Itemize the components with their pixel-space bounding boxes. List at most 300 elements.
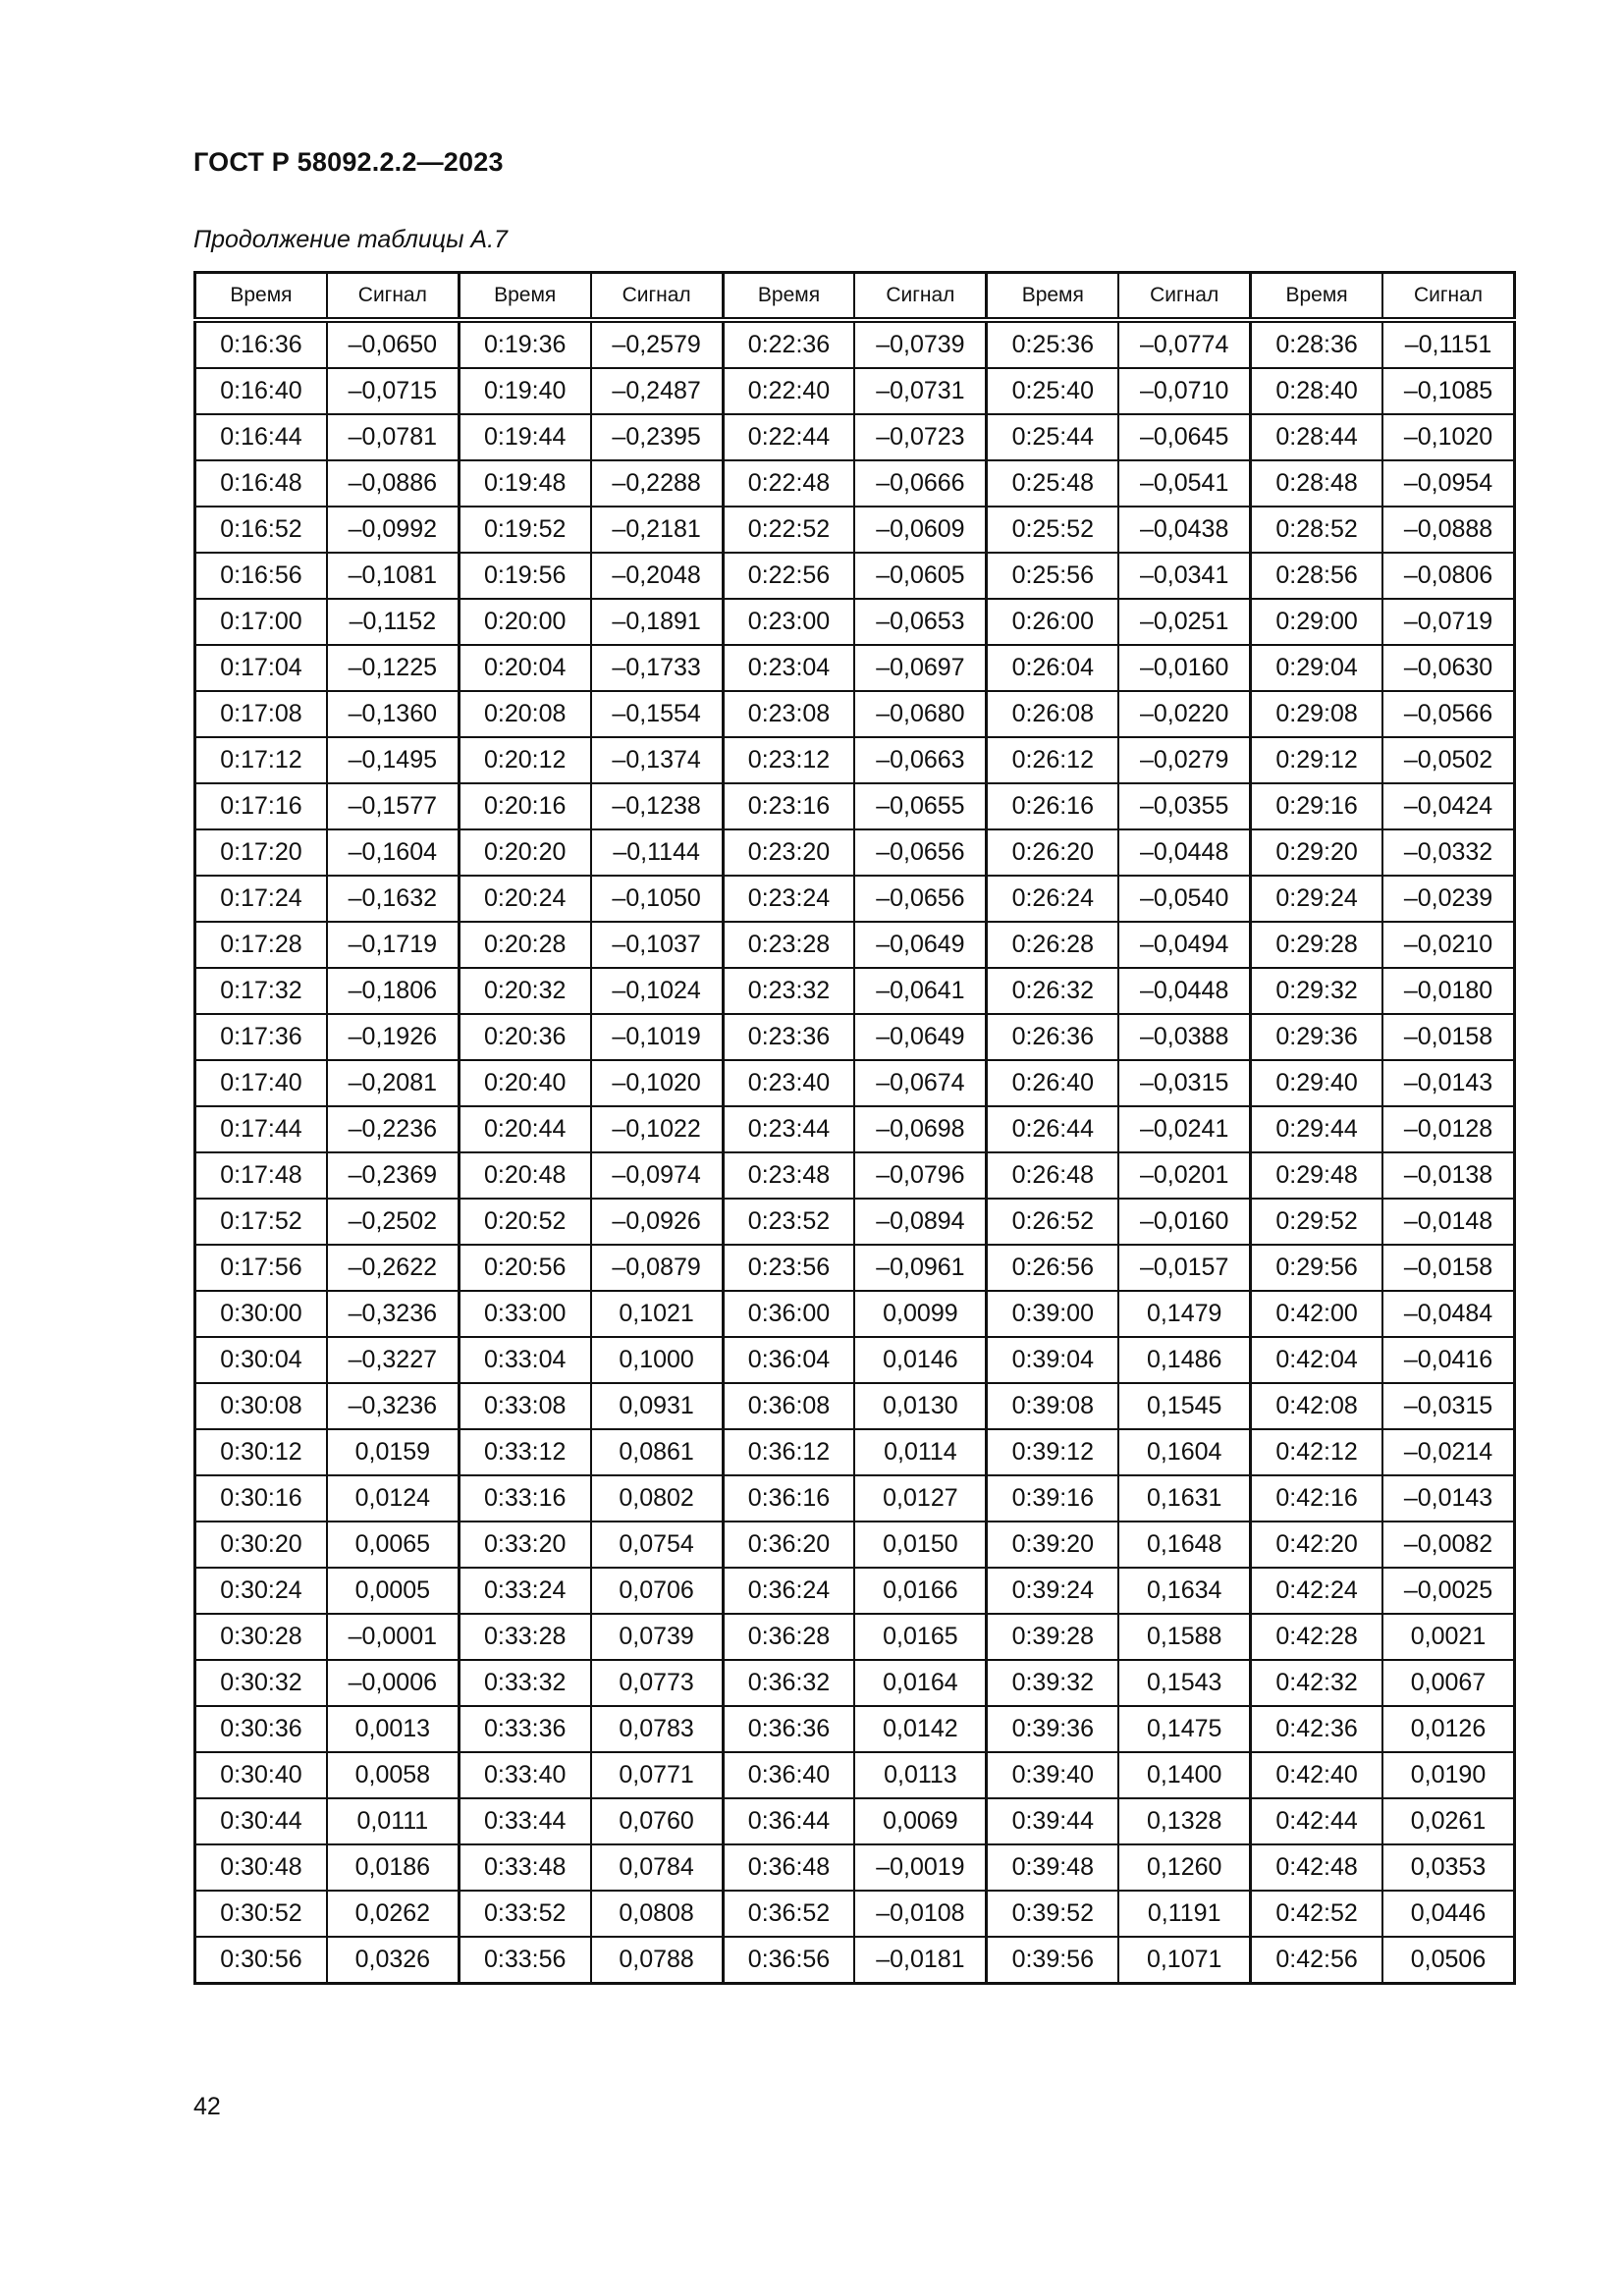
time-cell: 0:28:44 <box>1251 414 1382 460</box>
time-cell: 0:22:48 <box>723 460 854 507</box>
signal-cell: –0,0879 <box>591 1245 723 1291</box>
time-cell: 0:17:08 <box>195 691 327 737</box>
signal-cell: –0,0645 <box>1118 414 1250 460</box>
signal-cell: –0,1891 <box>591 599 723 645</box>
time-cell: 0:17:12 <box>195 737 327 783</box>
signal-cell: –0,0605 <box>854 553 986 599</box>
signal-cell: –0,0650 <box>327 320 459 368</box>
signal-cell: –0,1926 <box>327 1014 459 1060</box>
page-number: 42 <box>193 2093 221 2120</box>
table-row <box>195 1060 1515 1106</box>
time-cell: 0:26:56 <box>987 1245 1118 1291</box>
time-cell: 0:36:36 <box>723 1706 854 1752</box>
column-header-time: Время <box>987 273 1118 321</box>
signal-cell: –0,2369 <box>327 1152 459 1199</box>
signal-cell: 0,0069 <box>854 1798 986 1844</box>
signal-cell: –0,2622 <box>327 1245 459 1291</box>
time-cell: 0:16:56 <box>195 553 327 599</box>
time-cell: 0:29:24 <box>1251 876 1382 922</box>
table-row <box>195 876 1515 922</box>
time-cell: 0:22:56 <box>723 553 854 599</box>
time-cell: 0:30:56 <box>195 1937 327 1984</box>
time-cell: 0:33:08 <box>459 1383 590 1429</box>
time-cell: 0:25:44 <box>987 414 1118 460</box>
table-row <box>195 1014 1515 1060</box>
signal-cell: –0,2048 <box>591 553 723 599</box>
signal-cell: –0,1632 <box>327 876 459 922</box>
time-cell: 0:42:28 <box>1251 1614 1382 1660</box>
signal-cell: –0,2081 <box>327 1060 459 1106</box>
time-cell: 0:42:08 <box>1251 1383 1382 1429</box>
signal-cell: 0,1545 <box>1118 1383 1250 1429</box>
signal-cell: –0,0653 <box>854 599 986 645</box>
signal-cell: 0,0113 <box>854 1752 986 1798</box>
time-cell: 0:26:44 <box>987 1106 1118 1152</box>
time-cell: 0:33:04 <box>459 1337 590 1383</box>
time-cell: 0:33:36 <box>459 1706 590 1752</box>
time-cell: 0:17:00 <box>195 599 327 645</box>
signal-cell: –0,0006 <box>327 1660 459 1706</box>
column-header-signal: Сигнал <box>1382 273 1514 321</box>
time-cell: 0:28:36 <box>1251 320 1382 368</box>
signal-cell: –0,1238 <box>591 783 723 829</box>
time-cell: 0:30:08 <box>195 1383 327 1429</box>
time-cell: 0:39:32 <box>987 1660 1118 1706</box>
time-cell: 0:33:32 <box>459 1660 590 1706</box>
time-cell: 0:19:40 <box>459 368 590 414</box>
time-cell: 0:33:56 <box>459 1937 590 1984</box>
signal-cell: 0,0127 <box>854 1475 986 1522</box>
time-cell: 0:26:12 <box>987 737 1118 783</box>
time-cell: 0:29:56 <box>1251 1245 1382 1291</box>
signal-cell: –0,0697 <box>854 645 986 691</box>
header-row <box>195 273 1515 321</box>
signal-cell: 0,0150 <box>854 1522 986 1568</box>
time-cell: 0:42:00 <box>1251 1291 1382 1337</box>
signal-cell: –0,0160 <box>1118 645 1250 691</box>
signal-cell: –0,0143 <box>1382 1475 1514 1522</box>
signal-cell: –0,0630 <box>1382 645 1514 691</box>
signal-cell: 0,1260 <box>1118 1844 1250 1891</box>
signal-cell: –0,0719 <box>1382 599 1514 645</box>
signal-cell: –0,0388 <box>1118 1014 1250 1060</box>
time-cell: 0:17:20 <box>195 829 327 876</box>
time-cell: 0:23:56 <box>723 1245 854 1291</box>
time-cell: 0:36:08 <box>723 1383 854 1429</box>
table-row <box>195 1429 1515 1475</box>
table-row <box>195 414 1515 460</box>
signal-cell: –0,0710 <box>1118 368 1250 414</box>
signal-cell: 0,0706 <box>591 1568 723 1614</box>
signal-cell: 0,0146 <box>854 1337 986 1383</box>
signal-cell: –0,0806 <box>1382 553 1514 599</box>
signal-cell: 0,0166 <box>854 1568 986 1614</box>
signal-cell: 0,0159 <box>327 1429 459 1475</box>
time-cell: 0:25:36 <box>987 320 1118 368</box>
signal-cell: –0,0251 <box>1118 599 1250 645</box>
time-cell: 0:26:04 <box>987 645 1118 691</box>
signal-cell: –0,1144 <box>591 829 723 876</box>
time-cell: 0:33:24 <box>459 1568 590 1614</box>
time-cell: 0:26:32 <box>987 968 1118 1014</box>
time-cell: 0:36:32 <box>723 1660 854 1706</box>
signal-cell: 0,0754 <box>591 1522 723 1568</box>
signal-cell: –0,1374 <box>591 737 723 783</box>
time-cell: 0:17:28 <box>195 922 327 968</box>
time-cell: 0:26:52 <box>987 1199 1118 1245</box>
signal-cell: 0,0065 <box>327 1522 459 1568</box>
time-cell: 0:20:48 <box>459 1152 590 1199</box>
signal-cell: –0,0961 <box>854 1245 986 1291</box>
time-cell: 0:29:28 <box>1251 922 1382 968</box>
signal-cell: –0,3236 <box>327 1383 459 1429</box>
signal-cell: –0,0019 <box>854 1844 986 1891</box>
time-cell: 0:39:56 <box>987 1937 1118 1984</box>
signal-cell: 0,0773 <box>591 1660 723 1706</box>
time-cell: 0:39:20 <box>987 1522 1118 1568</box>
time-cell: 0:30:40 <box>195 1752 327 1798</box>
signal-cell: –0,0609 <box>854 507 986 553</box>
time-cell: 0:22:52 <box>723 507 854 553</box>
time-cell: 0:29:36 <box>1251 1014 1382 1060</box>
signal-cell: –0,1024 <box>591 968 723 1014</box>
time-cell: 0:39:40 <box>987 1752 1118 1798</box>
time-cell: 0:39:08 <box>987 1383 1118 1429</box>
time-cell: 0:39:28 <box>987 1614 1118 1660</box>
table-row <box>195 737 1515 783</box>
time-cell: 0:29:48 <box>1251 1152 1382 1199</box>
signal-cell: –0,0680 <box>854 691 986 737</box>
time-cell: 0:20:36 <box>459 1014 590 1060</box>
signal-cell: –0,0148 <box>1382 1199 1514 1245</box>
signal-cell: 0,0446 <box>1382 1891 1514 1937</box>
column-header-signal: Сигнал <box>854 273 986 321</box>
time-cell: 0:20:28 <box>459 922 590 968</box>
time-cell: 0:36:52 <box>723 1891 854 1937</box>
time-cell: 0:29:00 <box>1251 599 1382 645</box>
signal-cell: –0,1225 <box>327 645 459 691</box>
time-cell: 0:23:20 <box>723 829 854 876</box>
time-cell: 0:26:08 <box>987 691 1118 737</box>
signal-cell: –0,0241 <box>1118 1106 1250 1152</box>
signal-cell: 0,1328 <box>1118 1798 1250 1844</box>
signal-cell: –0,1577 <box>327 783 459 829</box>
signal-cell: –0,0723 <box>854 414 986 460</box>
time-cell: 0:36:28 <box>723 1614 854 1660</box>
time-cell: 0:30:36 <box>195 1706 327 1752</box>
time-cell: 0:25:56 <box>987 553 1118 599</box>
time-cell: 0:23:52 <box>723 1199 854 1245</box>
signal-cell: 0,0506 <box>1382 1937 1514 1984</box>
time-cell: 0:19:52 <box>459 507 590 553</box>
signal-cell: 0,0124 <box>327 1475 459 1522</box>
table-row <box>195 1891 1515 1937</box>
time-cell: 0:33:44 <box>459 1798 590 1844</box>
time-cell: 0:42:12 <box>1251 1429 1382 1475</box>
time-cell: 0:30:20 <box>195 1522 327 1568</box>
signal-cell: –0,2288 <box>591 460 723 507</box>
signal-cell: 0,0788 <box>591 1937 723 1984</box>
time-cell: 0:33:16 <box>459 1475 590 1522</box>
signal-cell: 0,1400 <box>1118 1752 1250 1798</box>
column-header-signal: Сигнал <box>591 273 723 321</box>
signal-cell: –0,2181 <box>591 507 723 553</box>
time-cell: 0:42:16 <box>1251 1475 1382 1522</box>
time-cell: 0:20:24 <box>459 876 590 922</box>
signal-cell: –0,0210 <box>1382 922 1514 968</box>
time-cell: 0:36:20 <box>723 1522 854 1568</box>
column-header-signal: Сигнал <box>327 273 459 321</box>
signal-cell: –0,0143 <box>1382 1060 1514 1106</box>
time-cell: 0:25:40 <box>987 368 1118 414</box>
signal-cell: –0,1152 <box>327 599 459 645</box>
signal-cell: 0,1486 <box>1118 1337 1250 1383</box>
time-cell: 0:17:36 <box>195 1014 327 1060</box>
time-cell: 0:17:44 <box>195 1106 327 1152</box>
signal-cell: –0,1604 <box>327 829 459 876</box>
signal-cell: –0,0494 <box>1118 922 1250 968</box>
signal-cell: –0,3236 <box>327 1291 459 1337</box>
time-cell: 0:26:24 <box>987 876 1118 922</box>
signal-cell: –0,0158 <box>1382 1245 1514 1291</box>
signal-cell: 0,1191 <box>1118 1891 1250 1937</box>
time-cell: 0:20:40 <box>459 1060 590 1106</box>
time-cell: 0:42:04 <box>1251 1337 1382 1383</box>
signal-cell: –0,0082 <box>1382 1522 1514 1568</box>
table-row <box>195 1152 1515 1199</box>
time-cell: 0:30:16 <box>195 1475 327 1522</box>
time-cell: 0:17:04 <box>195 645 327 691</box>
table-row <box>195 691 1515 737</box>
signal-cell: 0,1021 <box>591 1291 723 1337</box>
table-header <box>195 273 1515 321</box>
time-cell: 0:28:48 <box>1251 460 1382 507</box>
time-cell: 0:23:12 <box>723 737 854 783</box>
signal-cell: –0,0355 <box>1118 783 1250 829</box>
time-cell: 0:19:48 <box>459 460 590 507</box>
data-table <box>193 271 1516 1985</box>
time-cell: 0:23:16 <box>723 783 854 829</box>
time-cell: 0:19:44 <box>459 414 590 460</box>
signal-cell: 0,0130 <box>854 1383 986 1429</box>
table-row <box>195 460 1515 507</box>
time-cell: 0:19:56 <box>459 553 590 599</box>
time-cell: 0:30:48 <box>195 1844 327 1891</box>
time-cell: 0:20:32 <box>459 968 590 1014</box>
signal-cell: –0,0484 <box>1382 1291 1514 1337</box>
signal-cell: –0,0108 <box>854 1891 986 1937</box>
time-cell: 0:26:16 <box>987 783 1118 829</box>
time-cell: 0:20:08 <box>459 691 590 737</box>
signal-cell: –0,0502 <box>1382 737 1514 783</box>
signal-cell: 0,0142 <box>854 1706 986 1752</box>
signal-cell: –0,0181 <box>854 1937 986 1984</box>
time-cell: 0:29:20 <box>1251 829 1382 876</box>
column-header-time: Время <box>459 273 590 321</box>
signal-cell: –0,1719 <box>327 922 459 968</box>
time-cell: 0:30:24 <box>195 1568 327 1614</box>
time-cell: 0:26:48 <box>987 1152 1118 1199</box>
signal-cell: –0,1081 <box>327 553 459 599</box>
time-cell: 0:17:40 <box>195 1060 327 1106</box>
signal-cell: –0,0315 <box>1118 1060 1250 1106</box>
signal-cell: –0,0731 <box>854 368 986 414</box>
signal-cell: 0,0164 <box>854 1660 986 1706</box>
time-cell: 0:26:28 <box>987 922 1118 968</box>
signal-cell: 0,1588 <box>1118 1614 1250 1660</box>
signal-cell: –0,0220 <box>1118 691 1250 737</box>
table-row <box>195 368 1515 414</box>
signal-cell: 0,0784 <box>591 1844 723 1891</box>
column-header-signal: Сигнал <box>1118 273 1250 321</box>
table-row <box>195 1245 1515 1291</box>
signal-cell: 0,0186 <box>327 1844 459 1891</box>
signal-cell: –0,0180 <box>1382 968 1514 1014</box>
signal-cell: –0,1733 <box>591 645 723 691</box>
signal-cell: 0,0099 <box>854 1291 986 1337</box>
signal-cell: 0,0783 <box>591 1706 723 1752</box>
time-cell: 0:39:16 <box>987 1475 1118 1522</box>
time-cell: 0:17:56 <box>195 1245 327 1291</box>
signal-cell: –0,1360 <box>327 691 459 737</box>
table-row <box>195 829 1515 876</box>
signal-cell: –0,0341 <box>1118 553 1250 599</box>
time-cell: 0:22:36 <box>723 320 854 368</box>
time-cell: 0:26:20 <box>987 829 1118 876</box>
time-cell: 0:29:32 <box>1251 968 1382 1014</box>
time-cell: 0:30:04 <box>195 1337 327 1383</box>
signal-cell: 0,0861 <box>591 1429 723 1475</box>
time-cell: 0:36:56 <box>723 1937 854 1984</box>
signal-cell: –0,0992 <box>327 507 459 553</box>
signal-cell: 0,0353 <box>1382 1844 1514 1891</box>
signal-cell: –0,0926 <box>591 1199 723 1245</box>
table-row <box>195 507 1515 553</box>
signal-cell: 0,0111 <box>327 1798 459 1844</box>
signal-cell: –0,0888 <box>1382 507 1514 553</box>
table-row <box>195 1475 1515 1522</box>
signal-cell: –0,0649 <box>854 1014 986 1060</box>
time-cell: 0:23:32 <box>723 968 854 1014</box>
table-row <box>195 1937 1515 1984</box>
signal-cell: –0,1806 <box>327 968 459 1014</box>
time-cell: 0:29:12 <box>1251 737 1382 783</box>
time-cell: 0:30:12 <box>195 1429 327 1475</box>
time-cell: 0:19:36 <box>459 320 590 368</box>
time-cell: 0:42:44 <box>1251 1798 1382 1844</box>
time-cell: 0:23:08 <box>723 691 854 737</box>
document-title: ГОСТ Р 58092.2.2—2023 <box>193 147 504 177</box>
signal-cell: –0,0158 <box>1382 1014 1514 1060</box>
signal-cell: 0,1543 <box>1118 1660 1250 1706</box>
signal-cell: 0,0931 <box>591 1383 723 1429</box>
signal-cell: –0,0315 <box>1382 1383 1514 1429</box>
time-cell: 0:42:24 <box>1251 1568 1382 1614</box>
time-cell: 0:33:20 <box>459 1522 590 1568</box>
time-cell: 0:36:48 <box>723 1844 854 1891</box>
table-row <box>195 1383 1515 1429</box>
time-cell: 0:42:20 <box>1251 1522 1382 1568</box>
signal-cell: –0,2502 <box>327 1199 459 1245</box>
time-cell: 0:17:52 <box>195 1199 327 1245</box>
time-cell: 0:20:16 <box>459 783 590 829</box>
time-cell: 0:23:48 <box>723 1152 854 1199</box>
signal-cell: 0,1634 <box>1118 1568 1250 1614</box>
signal-cell: 0,0126 <box>1382 1706 1514 1752</box>
signal-cell: 0,0760 <box>591 1798 723 1844</box>
signal-cell: –0,0279 <box>1118 737 1250 783</box>
table-row <box>195 783 1515 829</box>
signal-cell: 0,0021 <box>1382 1614 1514 1660</box>
signal-cell: –0,0332 <box>1382 829 1514 876</box>
time-cell: 0:17:48 <box>195 1152 327 1199</box>
signal-cell: –0,0649 <box>854 922 986 968</box>
signal-cell: 0,1071 <box>1118 1937 1250 1984</box>
signal-cell: –0,0239 <box>1382 876 1514 922</box>
signal-cell: –0,0541 <box>1118 460 1250 507</box>
signal-cell: 0,1648 <box>1118 1522 1250 1568</box>
time-cell: 0:33:48 <box>459 1844 590 1891</box>
table-row <box>195 645 1515 691</box>
signal-cell: –0,0424 <box>1382 783 1514 829</box>
table-row <box>195 1199 1515 1245</box>
time-cell: 0:29:16 <box>1251 783 1382 829</box>
time-cell: 0:29:40 <box>1251 1060 1382 1106</box>
signal-cell: 0,0261 <box>1382 1798 1514 1844</box>
table-row <box>195 1798 1515 1844</box>
signal-cell: –0,0641 <box>854 968 986 1014</box>
signal-cell: –0,0201 <box>1118 1152 1250 1199</box>
time-cell: 0:36:40 <box>723 1752 854 1798</box>
signal-cell: 0,0013 <box>327 1706 459 1752</box>
signal-cell: 0,0808 <box>591 1891 723 1937</box>
time-cell: 0:20:52 <box>459 1199 590 1245</box>
time-cell: 0:16:52 <box>195 507 327 553</box>
table-row <box>195 1291 1515 1337</box>
time-cell: 0:22:40 <box>723 368 854 414</box>
time-cell: 0:29:44 <box>1251 1106 1382 1152</box>
signal-cell: –0,0796 <box>854 1152 986 1199</box>
time-cell: 0:39:36 <box>987 1706 1118 1752</box>
signal-cell: –0,0438 <box>1118 507 1250 553</box>
signal-cell: –0,1495 <box>327 737 459 783</box>
time-cell: 0:23:28 <box>723 922 854 968</box>
time-cell: 0:23:04 <box>723 645 854 691</box>
time-cell: 0:16:44 <box>195 414 327 460</box>
time-cell: 0:33:28 <box>459 1614 590 1660</box>
signal-cell: –0,0160 <box>1118 1199 1250 1245</box>
time-cell: 0:20:56 <box>459 1245 590 1291</box>
time-cell: 0:39:12 <box>987 1429 1118 1475</box>
signal-cell: 0,1479 <box>1118 1291 1250 1337</box>
time-cell: 0:20:44 <box>459 1106 590 1152</box>
time-cell: 0:39:04 <box>987 1337 1118 1383</box>
time-cell: 0:36:24 <box>723 1568 854 1614</box>
time-cell: 0:25:52 <box>987 507 1118 553</box>
time-cell: 0:26:00 <box>987 599 1118 645</box>
time-cell: 0:39:48 <box>987 1844 1118 1891</box>
signal-cell: 0,0739 <box>591 1614 723 1660</box>
signal-cell: –0,1554 <box>591 691 723 737</box>
time-cell: 0:28:40 <box>1251 368 1382 414</box>
table-row <box>195 1106 1515 1152</box>
table-row <box>195 1522 1515 1568</box>
signal-cell: –0,0781 <box>327 414 459 460</box>
signal-cell: –0,0025 <box>1382 1568 1514 1614</box>
signal-cell: 0,0165 <box>854 1614 986 1660</box>
signal-cell: 0,1604 <box>1118 1429 1250 1475</box>
signal-cell: –0,0448 <box>1118 968 1250 1014</box>
